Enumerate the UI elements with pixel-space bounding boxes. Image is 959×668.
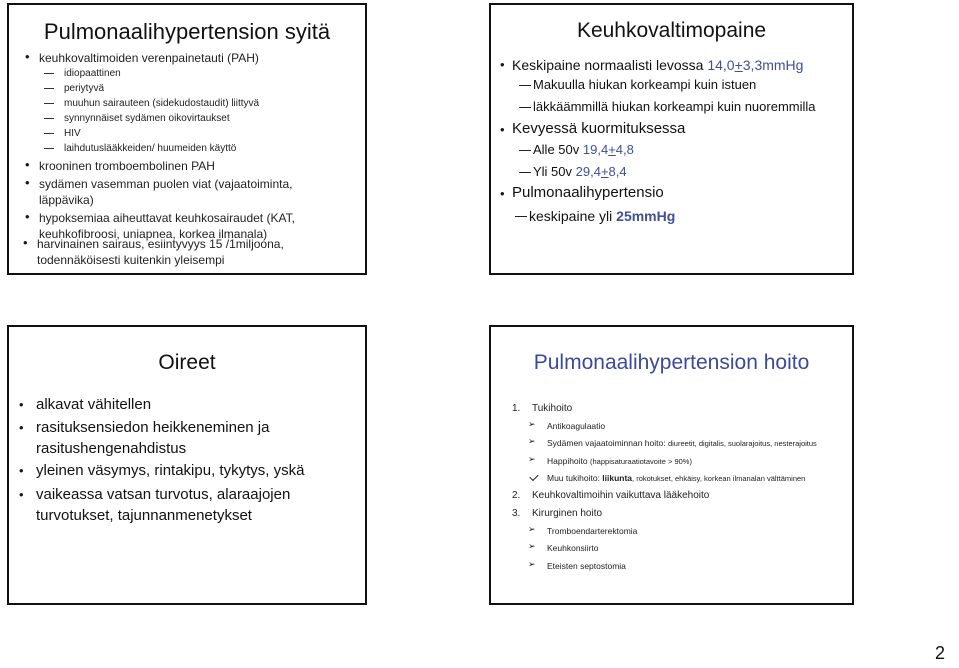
bullet-dot: • — [500, 122, 505, 137]
pah-subitem: synnynnäiset sydämen oikovirtaukset — [64, 113, 230, 124]
cause-lung-disease-cont: keuhkofibroosi, uniapnea, korkea ilmanala) — [39, 227, 268, 241]
slide-title: Oireet — [158, 351, 216, 374]
bullet-dot: • — [25, 209, 30, 224]
exercise-line: Kevyessä kuormituksessa — [512, 120, 686, 137]
value: 14,0 — [707, 57, 735, 73]
bullet-dot: • — [25, 157, 30, 172]
plus-minus: + — [734, 57, 743, 73]
symptom-item: yleinen väsymys, rintakipu, tykytys, yskä — [36, 462, 305, 479]
under50-line — [533, 141, 634, 159]
item-text: Sydämen vajaatoiminnan hoito: — [547, 438, 668, 448]
arrow-bullet-icon: ➢ — [528, 524, 536, 534]
dash-marker — [44, 103, 54, 104]
dash-marker — [44, 133, 54, 134]
line-text: Alle 50v — [533, 142, 583, 157]
symptom-item: vaikeassa vatsan turvotus, alaraajojen — [36, 486, 291, 503]
slide-treatment — [489, 325, 854, 605]
cause-left-heart-cont: läppävika) — [39, 193, 94, 207]
page-number: 2 — [935, 643, 946, 663]
cause-pah: keuhkovaltimoiden verenpainetauti (PAH) — [39, 51, 259, 65]
cause-lung-disease: hypoksemiaa aiheuttavat keuhkosairaudet (KAT, — [39, 211, 295, 225]
threshold-line — [529, 206, 675, 226]
arrow-bullet-icon: ➢ — [528, 541, 536, 551]
value: 29,4 — [575, 164, 601, 179]
plus-minus: + — [600, 164, 609, 179]
symptom-item-cont: rasitushengenahdistus — [36, 440, 187, 457]
surgical-item: Tromboendarterektomia — [547, 526, 638, 536]
symptom-item: alkavat vähitellen — [36, 396, 152, 413]
slide-title: Keuhkovaltimopaine — [576, 19, 767, 42]
threshold-value: 25mmHg — [616, 208, 676, 224]
bullet-dot: • — [19, 463, 24, 478]
supine-line: Makuulla hiukan korkeampi kuin istuen — [533, 77, 757, 92]
slide-pressure — [489, 3, 854, 275]
dash-marker — [519, 150, 531, 151]
prevalence-note-cont: todennäköisesti kuitenkin yleisempi — [37, 253, 225, 267]
pah-subitem: laihdutuslääkkeiden/ huumeiden käyttö — [64, 143, 237, 154]
pah-subitem: idiopaattinen — [64, 68, 121, 79]
check-bullet-icon — [529, 472, 538, 481]
slide-causes — [7, 3, 367, 275]
bullet-dot: • — [25, 175, 30, 190]
surgical-item: Eteisten septostomia — [547, 561, 626, 571]
list-number: 1. — [512, 403, 521, 414]
pah-subitem: muuhun sairauteen (sidekudostaudit) liittyvä — [64, 98, 260, 109]
cause-left-heart: sydämen vasemman puolen viat (vajaatoiminta, — [39, 177, 293, 191]
bullet-dot: • — [25, 49, 30, 64]
value: 3,3mmHg — [742, 57, 804, 73]
slide-title: Pulmonaalihypertension syitä — [43, 19, 331, 44]
treatment-drug: Keuhkovaltimoihin vaikuttava lääkehoito — [532, 490, 710, 501]
bullet-dot: • — [19, 420, 24, 435]
treatment-supportive: Tukihoito — [532, 403, 573, 414]
bullet-dot: • — [500, 57, 505, 72]
line-text: Keskipaine normaalisti levossa — [512, 57, 708, 73]
supportive-item — [547, 472, 805, 485]
prevalence-note: harvinainen sairaus, esiintyvyys 15 /1miljoona, — [37, 237, 284, 251]
dash-marker — [44, 148, 54, 149]
plus-minus: + — [608, 142, 616, 157]
item-detail: diureetit, digitalis, suolarajoitus, nesterajoitus — [667, 439, 817, 448]
dash-marker — [44, 118, 54, 119]
slide-symptoms — [7, 325, 367, 605]
bullet-dot: • — [23, 235, 28, 250]
arrow-bullet-icon: ➢ — [528, 559, 536, 569]
ph-definition-line: Pulmonaalihypertensio — [512, 184, 664, 201]
item-text: Muu tukihoito: — [547, 473, 603, 483]
over50-line — [533, 163, 627, 181]
item-text: Happihoito — [547, 456, 591, 466]
pah-subitem: periytyvä — [64, 83, 105, 94]
bullet-dot: • — [19, 397, 24, 412]
slide-title: Pulmonaalihypertension hoito — [533, 351, 810, 374]
normal-pressure-line — [512, 55, 803, 75]
supportive-item: Antikoagulaatio — [547, 421, 606, 431]
arrow-bullet-icon: ➢ — [528, 436, 536, 446]
arrow-bullet-icon: ➢ — [528, 419, 536, 429]
line-text: Yli 50v — [533, 164, 576, 179]
dash-marker — [44, 88, 54, 89]
item-emphasis: liikunta — [602, 473, 633, 483]
cause-cteph: krooninen tromboembolinen PAH — [39, 159, 215, 173]
list-number: 2. — [512, 490, 521, 501]
bullet-dot: • — [19, 487, 24, 502]
list-number: 3. — [512, 508, 521, 519]
surgical-item: Keuhkonsiirto — [547, 543, 599, 553]
dash-marker — [44, 73, 54, 74]
bullet-dot: • — [500, 186, 505, 201]
supportive-item — [547, 437, 817, 450]
line-text: keskipaine yli — [529, 208, 617, 224]
dash-marker — [519, 107, 531, 108]
dash-marker — [519, 85, 531, 86]
value: 19,4 — [582, 142, 609, 157]
item-detail: , rokotukset, ehkäisy, korkean ilmanalan välttäminen — [632, 474, 806, 483]
supportive-item — [547, 455, 692, 468]
value: 4,8 — [615, 142, 634, 157]
symptom-item-cont: turvotukset, tajunnanmenetykset — [36, 507, 252, 524]
dash-marker — [515, 216, 527, 217]
elderly-line: läkkäämmillä hiukan korkeampi kuin nuoremmilla — [533, 99, 816, 114]
symptom-item: rasituksensiedon heikkeneminen ja — [36, 419, 270, 436]
pah-subitem: HIV — [64, 128, 81, 139]
arrow-bullet-icon: ➢ — [528, 454, 536, 464]
item-detail: (happisaturaatiotavoite > 90%) — [590, 457, 692, 466]
value: 8,4 — [608, 164, 627, 179]
dash-marker — [519, 172, 531, 173]
treatment-surgical: Kirurginen hoito — [532, 508, 603, 519]
